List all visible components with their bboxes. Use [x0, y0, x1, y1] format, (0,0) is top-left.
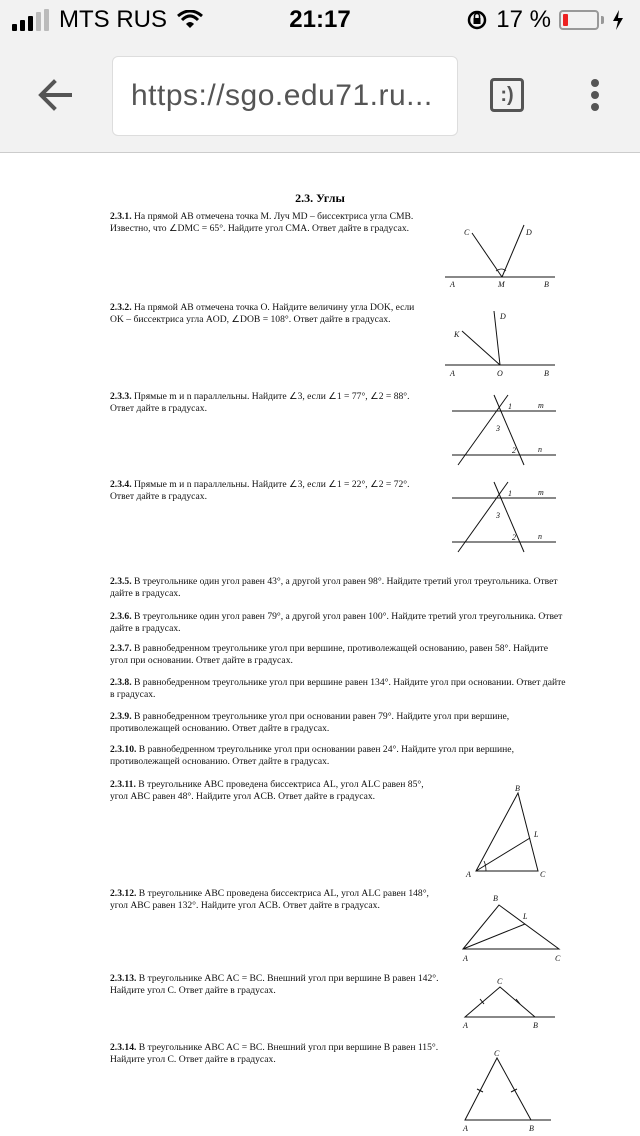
status-time: 21:17: [289, 6, 351, 33]
fig-label: C: [555, 954, 561, 963]
problem-text: В равнобедренном треугольнике угол при основании равен 24°. Найдите угол при вершине, противолежащей основанию. Ответ дайте в градусах.: [110, 744, 514, 767]
battery-icon: [559, 10, 599, 30]
problem-number: 2.3.1.: [110, 211, 132, 222]
fig-label: 1: [508, 489, 512, 498]
fig-label: D: [526, 228, 532, 237]
figure-2-3-12: [455, 891, 570, 967]
battery-tip: [601, 16, 604, 24]
problem-2-3-8: [110, 677, 568, 701]
fig-label: A: [463, 1124, 468, 1133]
problem-text: В треугольнике ABC AC = BC. Внешний угол при вершине B равен 142°. Найдите угол C. Ответ дайте в градусах.: [110, 973, 439, 996]
browser-toolbar: [0, 40, 640, 153]
fig-label: D: [500, 312, 506, 321]
problem-text: В треугольнике ABC проведена биссектриса AL, угол ALC равен 148°, угол ABC равен 132°. Найдите угол ACB. Ответ дайте в градусах.: [110, 888, 429, 911]
fig-label: 3: [496, 424, 500, 433]
problem-number: 2.3.12.: [110, 888, 137, 899]
fig-label: A: [466, 870, 471, 879]
rotation-lock-icon: [466, 9, 488, 31]
problem-text: На прямой AB отмечена точка O. Найдите величину угла DOK, если OK – биссектриса угла AOD, ∠DOB = 108°. Ответ дайте в градусах.: [110, 302, 415, 325]
problem-text: В треугольнике ABC AC = BC. Внешний угол при вершине B равен 115°. Найдите угол C. Ответ дайте в градусах.: [110, 1042, 439, 1065]
problem-2-3-4: [110, 479, 428, 503]
fig-label: n: [538, 532, 542, 541]
problem-2-3-3: [110, 391, 428, 415]
fig-label: 2: [512, 446, 516, 455]
problem-text: В равнобедренном треугольнике угол при вершине равен 134°. Найдите угол при основании. Ответ дайте в градусах.: [110, 677, 566, 700]
battery-percent: 17 %: [496, 6, 551, 33]
problem-text: В равнобедренном треугольнике угол при вершине, противолежащей основанию, равен 58°. Найдите угол при основании. Ответ дайте в градусах.: [110, 643, 548, 666]
document-page: [0, 153, 640, 1136]
fig-label: C: [494, 1049, 500, 1058]
problem-2-3-1: [110, 211, 428, 235]
problem-number: 2.3.11.: [110, 779, 136, 790]
figure-2-3-13: [455, 975, 565, 1031]
fig-label: m: [538, 488, 544, 497]
fig-label: C: [464, 228, 470, 237]
problem-text: На прямой AB отмечена точка M. Луч MD – биссектриса угла CMB. Известно, что ∠DMC = 65°. Найдите угол CMA. Ответ дайте в градусах.: [110, 211, 414, 234]
problem-number: 2.3.7.: [110, 643, 132, 654]
fig-label: L: [534, 830, 539, 839]
fig-label: B: [533, 1021, 538, 1030]
fig-label: A: [450, 369, 455, 378]
problem-2-3-14: [110, 1042, 440, 1066]
fig-label: n: [538, 445, 542, 454]
fig-label: 1: [508, 402, 512, 411]
problem-text: В треугольнике один угол равен 79°, а другой угол равен 100°. Найдите третий угол треугольника. Ответ дайте в градусах.: [110, 611, 563, 634]
fig-label: B: [515, 784, 520, 793]
fig-label: B: [493, 894, 498, 903]
figure-2-3-14: [455, 1048, 565, 1134]
problem-2-3-2: [110, 302, 428, 326]
fig-label: M: [498, 280, 505, 289]
problem-text: В равнобедренном треугольнике угол при основании равен 79°. Найдите угол при вершине, противолежащей основанию. Ответ дайте в градусах.: [110, 711, 510, 734]
fig-label: C: [497, 977, 503, 986]
figure-2-3-1: [440, 217, 560, 291]
fig-label: K: [454, 330, 460, 339]
reader-mode-icon[interactable]: :): [490, 78, 524, 112]
problem-number: 2.3.8.: [110, 677, 132, 688]
problem-2-3-11: [110, 779, 440, 803]
fig-label: B: [529, 1124, 534, 1133]
problem-number: 2.3.5.: [110, 576, 132, 587]
doc-title: 2.3. Углы: [295, 191, 345, 205]
fig-label: A: [463, 954, 468, 963]
fig-label: 3: [496, 511, 500, 520]
back-arrow-icon[interactable]: [30, 70, 80, 120]
figure-2-3-2: [440, 303, 560, 381]
url-text[interactable]: https://sgo.edu71.ru...: [131, 79, 433, 112]
problem-number: 2.3.14.: [110, 1042, 137, 1053]
problem-2-3-13: [110, 973, 440, 997]
address-bar[interactable]: [112, 56, 458, 136]
figure-2-3-4: [450, 478, 560, 554]
fig-label: O: [497, 369, 503, 378]
problem-2-3-10: [110, 744, 568, 768]
problem-text: Прямые m и n параллельны. Найдите ∠3, если ∠1 = 77°, ∠2 = 88°. Ответ дайте в градусах.: [110, 391, 410, 414]
fig-label: A: [463, 1021, 468, 1030]
problem-2-3-9: [110, 711, 568, 735]
problem-number: 2.3.3.: [110, 391, 132, 402]
fig-label: A: [450, 280, 455, 289]
carrier-name: MTS RUS: [59, 6, 167, 33]
problem-text: В треугольнике один угол равен 43°, а другой угол равен 98°. Найдите третий угол треугольника. Ответ дайте в градусах.: [110, 576, 558, 599]
status-bar: [0, 0, 640, 40]
figure-2-3-11: [460, 783, 560, 883]
charging-bolt-icon: [612, 10, 624, 30]
fig-label: B: [544, 280, 549, 289]
fig-label: C: [540, 870, 546, 879]
problem-text: В треугольнике ABC проведена биссектриса AL, угол ALC равен 85°, угол ABC равен 48°. Найдите угол ACB. Ответ дайте в градусах.: [110, 779, 424, 802]
problem-2-3-6: [110, 611, 568, 635]
problem-2-3-5: [110, 576, 568, 600]
figure-2-3-3: [450, 391, 560, 467]
fig-label: 2: [512, 533, 516, 542]
fig-label: L: [523, 912, 528, 921]
problem-number: 2.3.9.: [110, 711, 132, 722]
problem-number: 2.3.2.: [110, 302, 132, 313]
problem-number: 2.3.10.: [110, 744, 137, 755]
problem-2-3-7: [110, 643, 568, 667]
more-vertical-icon[interactable]: [580, 70, 610, 120]
problem-2-3-12: [110, 888, 440, 912]
problem-number: 2.3.13.: [110, 973, 137, 984]
fig-label: m: [538, 401, 544, 410]
fig-label: B: [544, 369, 549, 378]
problem-text: Прямые m и n параллельны. Найдите ∠3, если ∠1 = 22°, ∠2 = 72°. Ответ дайте в градусах.: [110, 479, 410, 502]
problem-number: 2.3.6.: [110, 611, 132, 622]
problem-number: 2.3.4.: [110, 479, 132, 490]
status-right: [466, 6, 624, 34]
